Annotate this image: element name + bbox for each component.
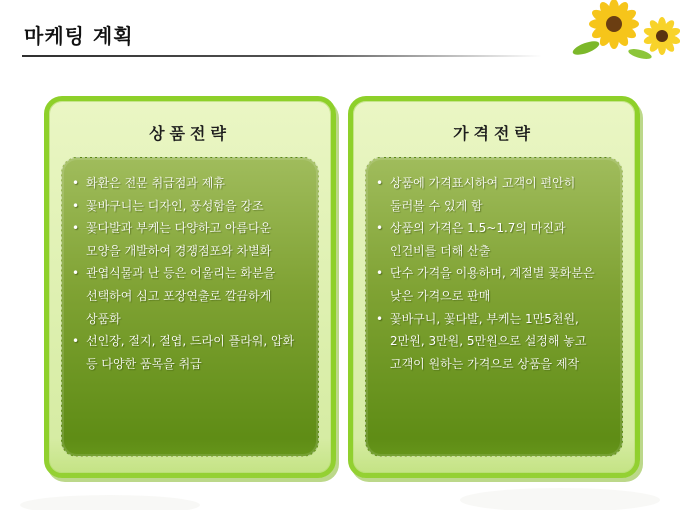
list-item: • 꽃다발과 부케는 다양하고 아름다운 모양을 개발하여 경쟁점포와 차별화: [72, 217, 308, 262]
product-strategy-panel: [44, 96, 336, 478]
list-item: • 단수 가격을 이용하며, 계절별 꽃화분은 낮은 가격으로 판매: [376, 262, 612, 307]
panel-body: [365, 157, 623, 457]
sunflower-icon: [570, 0, 680, 60]
panel-header: 가격전략: [453, 124, 535, 143]
list-item: • 꽃바구니, 꽃다발, 부케는 1만5천원, 2만원, 3만원, 5만원으로 설정해 놓고 고객이 원하는 가격으로 상품을 제작: [376, 308, 612, 376]
panel-header: 상품전략: [149, 124, 231, 143]
list-item: • 선인장, 절지, 절엽, 드라이 플라워, 압화 등 다양한 품목을 취급: [72, 330, 308, 375]
title-underline: [22, 55, 542, 57]
slide-title: 마케팅 계획: [24, 24, 134, 48]
list-item: • 꽃바구니는 디자인, 풍성함을 강조: [72, 195, 308, 218]
price-strategy-panel: [348, 96, 640, 478]
bullet-list: [72, 172, 308, 375]
list-item: • 상품의 가격은 1.5~1.7의 마진과 인건비를 더해 산출: [376, 217, 612, 262]
list-item: • 화환은 전문 취급점과 제휴: [72, 172, 308, 195]
list-item: • 상품에 가격표시하여 고객이 편안히 둘러볼 수 있게 함: [376, 172, 612, 217]
panel-body: [61, 157, 319, 457]
bullet-list: [376, 172, 612, 375]
list-item: • 관엽식물과 난 등은 어울리는 화분을 선택하여 심고 포장연출로 깔끔하게 상품화: [72, 262, 308, 330]
